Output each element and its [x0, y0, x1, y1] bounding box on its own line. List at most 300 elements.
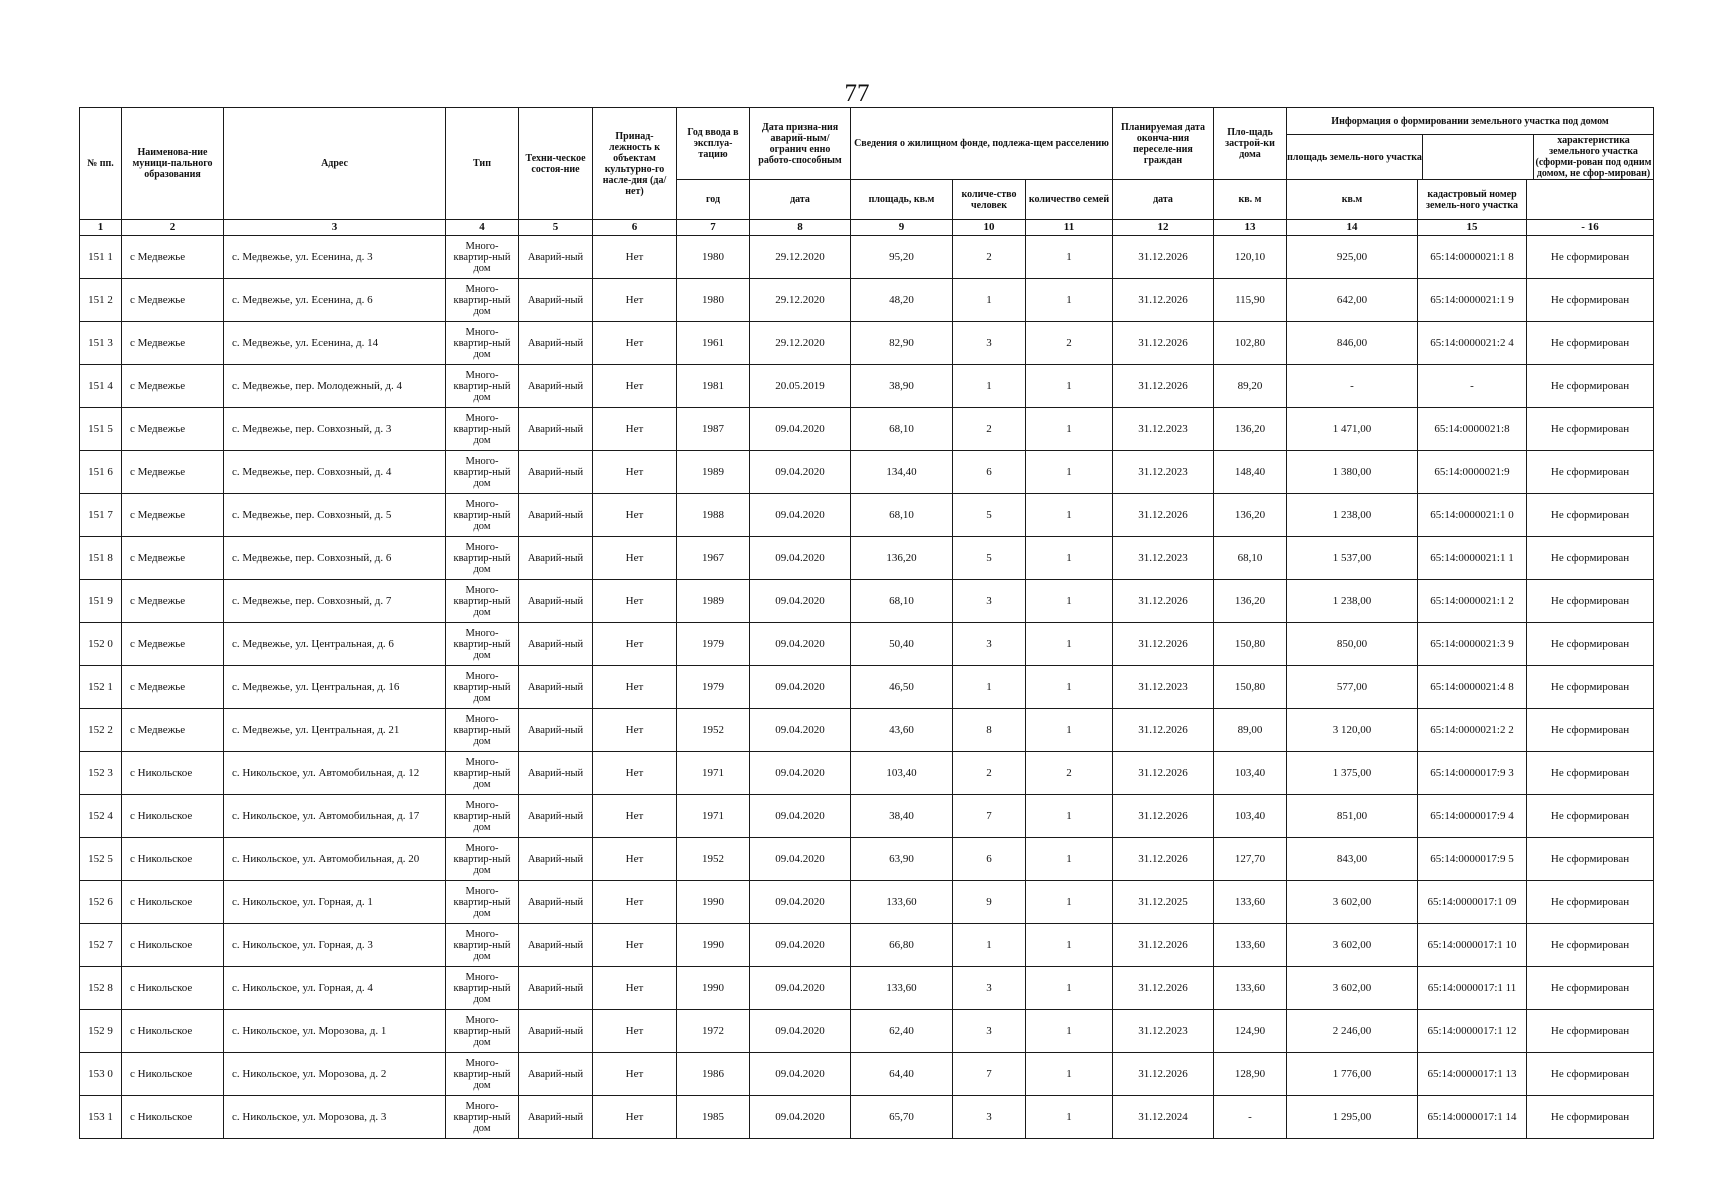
land-area-cell: 851,00	[1287, 795, 1418, 838]
people-count-cell: 3	[953, 967, 1026, 1010]
cultural-cell: Нет	[593, 623, 677, 666]
table-row	[80, 580, 1654, 623]
recognition-date-cell: 20.05.2019	[750, 365, 851, 408]
land-char-cell: Не сформирован	[1527, 322, 1654, 365]
cadastral-cell: 65:14:0000017:1 09	[1418, 881, 1527, 924]
table-row	[80, 795, 1654, 838]
families-count-cell: 1	[1026, 1010, 1113, 1053]
land-char-cell: Не сформирован	[1527, 752, 1654, 795]
type-cell: Много-квартир-ный дом	[446, 1096, 519, 1139]
resettle-date-cell: 31.12.2026	[1113, 279, 1214, 322]
header-housing-group: Сведения о жилищном фонде, подлежа-щем расселению	[851, 108, 1113, 180]
row-number: 152 6	[80, 881, 122, 924]
housing-register-table	[79, 107, 1654, 1139]
built-area-cell: 89,20	[1214, 365, 1287, 408]
land-char-cell: Не сформирован	[1527, 451, 1654, 494]
type-cell: Много-квартир-ный дом	[446, 1010, 519, 1053]
table-row	[80, 924, 1654, 967]
families-count-cell: 1	[1026, 451, 1113, 494]
resettle-date-cell: 31.12.2026	[1113, 236, 1214, 279]
row-number: 151 5	[80, 408, 122, 451]
municipality-cell: с Никольское	[122, 924, 224, 967]
header-type: Тип	[446, 108, 519, 220]
header-built-unit: кв. м	[1214, 180, 1287, 220]
resettle-date-cell: 31.12.2025	[1113, 881, 1214, 924]
year-cell: 1979	[677, 666, 750, 709]
built-area-cell: 124,90	[1214, 1010, 1287, 1053]
type-cell: Много-квартир-ный дом	[446, 623, 519, 666]
table-row	[80, 709, 1654, 752]
table-row	[80, 365, 1654, 408]
header-tech-state: Техни-ческое состоя-ние	[519, 108, 593, 220]
people-count-cell: 2	[953, 236, 1026, 279]
families-count-cell: 1	[1026, 279, 1113, 322]
built-area-cell: 136,20	[1214, 494, 1287, 537]
land-char-cell: Не сформирован	[1527, 408, 1654, 451]
land-area-cell: 642,00	[1287, 279, 1418, 322]
header-housing-people: количе-ство человек	[953, 180, 1026, 220]
recognition-date-cell: 09.04.2020	[750, 580, 851, 623]
tech-state-cell: Аварий-ный	[519, 1096, 593, 1139]
year-cell: 1980	[677, 236, 750, 279]
land-area-cell: 850,00	[1287, 623, 1418, 666]
built-area-cell: 133,60	[1214, 924, 1287, 967]
recognition-date-cell: 09.04.2020	[750, 795, 851, 838]
cultural-cell: Нет	[593, 795, 677, 838]
row-number: 153 1	[80, 1096, 122, 1139]
land-area-cell: 3 602,00	[1287, 881, 1418, 924]
people-count-cell: 2	[953, 752, 1026, 795]
table-row	[80, 1010, 1654, 1053]
housing-area-cell: 136,20	[851, 537, 953, 580]
recognition-date-cell: 09.04.2020	[750, 494, 851, 537]
land-char-cell: Не сформирован	[1527, 623, 1654, 666]
cadastral-cell: 65:14:0000017:1 11	[1418, 967, 1527, 1010]
people-count-cell: 3	[953, 322, 1026, 365]
year-cell: 1987	[677, 408, 750, 451]
people-count-cell: 7	[953, 795, 1026, 838]
page-number: 77	[844, 80, 870, 107]
built-area-cell: 128,90	[1214, 1053, 1287, 1096]
municipality-cell: с Медвежье	[122, 451, 224, 494]
tech-state-cell: Аварий-ный	[519, 580, 593, 623]
tech-state-cell: Аварий-ный	[519, 1010, 593, 1053]
header-address: Адрес	[224, 108, 446, 220]
built-area-cell: 148,40	[1214, 451, 1287, 494]
type-cell: Много-квартир-ный дом	[446, 881, 519, 924]
cadastral-cell: 65:14:0000021:2 4	[1418, 322, 1527, 365]
land-char-cell: Не сформирован	[1527, 666, 1654, 709]
table-row	[80, 494, 1654, 537]
land-area-cell: 843,00	[1287, 838, 1418, 881]
type-cell: Много-квартир-ный дом	[446, 408, 519, 451]
people-count-cell: 5	[953, 537, 1026, 580]
municipality-cell: с Никольское	[122, 1053, 224, 1096]
resettle-date-cell: 31.12.2026	[1113, 967, 1214, 1010]
housing-area-cell: 38,90	[851, 365, 953, 408]
cadastral-cell: 65:14:0000017:1 12	[1418, 1010, 1527, 1053]
header-year: год	[677, 180, 750, 220]
tech-state-cell: Аварий-ный	[519, 494, 593, 537]
header-built-group: Пло-щадь застрой-ки дома	[1214, 108, 1287, 180]
housing-area-cell: 68,10	[851, 580, 953, 623]
table-row	[80, 408, 1654, 451]
resettle-date-cell: 31.12.2026	[1113, 365, 1214, 408]
cadastral-cell: 65:14:0000017:9 4	[1418, 795, 1527, 838]
column-number: 8	[750, 220, 851, 236]
municipality-cell: с Никольское	[122, 795, 224, 838]
resettle-date-cell: 31.12.2023	[1113, 537, 1214, 580]
housing-area-cell: 46,50	[851, 666, 953, 709]
resettle-date-cell: 31.12.2023	[1113, 408, 1214, 451]
people-count-cell: 2	[953, 408, 1026, 451]
cadastral-cell: 65:14:0000017:1 10	[1418, 924, 1527, 967]
land-area-cell: 577,00	[1287, 666, 1418, 709]
land-char-cell: Не сформирован	[1527, 236, 1654, 279]
row-number: 151 9	[80, 580, 122, 623]
built-area-cell: 136,20	[1214, 408, 1287, 451]
table-row	[80, 537, 1654, 580]
year-cell: 1990	[677, 924, 750, 967]
header-num: № пп.	[80, 108, 122, 220]
header-year-group: Год ввода в эксплуа-тацию	[677, 108, 750, 180]
housing-area-cell: 62,40	[851, 1010, 953, 1053]
cultural-cell: Нет	[593, 881, 677, 924]
families-count-cell: 2	[1026, 322, 1113, 365]
land-area-cell: 1 295,00	[1287, 1096, 1418, 1139]
resettle-date-cell: 31.12.2023	[1113, 451, 1214, 494]
address-cell: с. Медвежье, ул. Есенина, д. 14	[224, 322, 446, 365]
resettle-date-cell: 31.12.2026	[1113, 838, 1214, 881]
cultural-cell: Нет	[593, 924, 677, 967]
land-char-cell: Не сформирован	[1527, 1053, 1654, 1096]
land-char-cell: Не сформирован	[1527, 924, 1654, 967]
cultural-cell: Нет	[593, 967, 677, 1010]
year-cell: 1967	[677, 537, 750, 580]
tech-state-cell: Аварий-ный	[519, 709, 593, 752]
type-cell: Много-квартир-ный дом	[446, 709, 519, 752]
land-char-cell: Не сформирован	[1527, 1096, 1654, 1139]
row-number: 151 3	[80, 322, 122, 365]
type-cell: Много-квартир-ный дом	[446, 580, 519, 623]
year-cell: 1980	[677, 279, 750, 322]
tech-state-cell: Аварий-ный	[519, 666, 593, 709]
row-number: 152 2	[80, 709, 122, 752]
families-count-cell: 1	[1026, 623, 1113, 666]
header-cadastral: кадастровый номер земель-ного участка	[1418, 180, 1527, 220]
cadastral-cell: 65:14:0000021:9	[1418, 451, 1527, 494]
land-char-cell: Не сформирован	[1527, 279, 1654, 322]
address-cell: с. Медвежье, пер. Совхозный, д. 5	[224, 494, 446, 537]
people-count-cell: 1	[953, 924, 1026, 967]
year-cell: 1985	[677, 1096, 750, 1139]
row-number: 151 2	[80, 279, 122, 322]
resettle-date-cell: 31.12.2026	[1113, 924, 1214, 967]
address-cell: с. Медвежье, ул. Есенина, д. 6	[224, 279, 446, 322]
row-number: 152 0	[80, 623, 122, 666]
recognition-date-cell: 09.04.2020	[750, 881, 851, 924]
families-count-cell: 1	[1026, 494, 1113, 537]
cadastral-cell: 65:14:0000021:1 8	[1418, 236, 1527, 279]
tech-state-cell: Аварий-ный	[519, 1053, 593, 1096]
housing-area-cell: 43,60	[851, 709, 953, 752]
row-number: 152 9	[80, 1010, 122, 1053]
cadastral-cell: 65:14:0000021:1 9	[1418, 279, 1527, 322]
municipality-cell: с Медвежье	[122, 580, 224, 623]
header-cultural: Принад-лежность к объектам культурно-го насле-дия (да/нет)	[593, 108, 677, 220]
housing-area-cell: 66,80	[851, 924, 953, 967]
land-area-cell: 1 537,00	[1287, 537, 1418, 580]
land-area-cell: 3 602,00	[1287, 924, 1418, 967]
row-number: 151 8	[80, 537, 122, 580]
resettle-date-cell: 31.12.2026	[1113, 494, 1214, 537]
recognition-date-cell: 09.04.2020	[750, 1053, 851, 1096]
cadastral-cell: 65:14:0000021:1 2	[1418, 580, 1527, 623]
year-cell: 1961	[677, 322, 750, 365]
land-group-title: Информация о формировании земельного участка под домом	[1287, 108, 1653, 135]
municipality-cell: с Медвежье	[122, 494, 224, 537]
families-count-cell: 1	[1026, 408, 1113, 451]
families-count-cell: 1	[1026, 537, 1113, 580]
cultural-cell: Нет	[593, 451, 677, 494]
cultural-cell: Нет	[593, 365, 677, 408]
type-cell: Много-квартир-ный дом	[446, 1053, 519, 1096]
cultural-cell: Нет	[593, 279, 677, 322]
year-cell: 1971	[677, 795, 750, 838]
column-number: 9	[851, 220, 953, 236]
row-number: 151 4	[80, 365, 122, 408]
column-number: 11	[1026, 220, 1113, 236]
municipality-cell: с Медвежье	[122, 666, 224, 709]
families-count-cell: 1	[1026, 795, 1113, 838]
tech-state-cell: Аварий-ный	[519, 408, 593, 451]
type-cell: Много-квартир-ный дом	[446, 752, 519, 795]
people-count-cell: 1	[953, 279, 1026, 322]
families-count-cell: 1	[1026, 924, 1113, 967]
header-land-group	[1287, 108, 1654, 180]
land-char-cell: Не сформирован	[1527, 795, 1654, 838]
land-char-cell: Не сформирован	[1527, 1010, 1654, 1053]
tech-state-cell: Аварий-ный	[519, 752, 593, 795]
address-cell: с. Никольское, ул. Горная, д. 1	[224, 881, 446, 924]
housing-area-cell: 68,10	[851, 494, 953, 537]
land-area-cell: 1 238,00	[1287, 494, 1418, 537]
cadastral-cell: 65:14:0000021:4 8	[1418, 666, 1527, 709]
address-cell: с. Никольское, ул. Автомобильная, д. 17	[224, 795, 446, 838]
families-count-cell: 1	[1026, 709, 1113, 752]
column-number: 7	[677, 220, 750, 236]
column-number: 6	[593, 220, 677, 236]
recognition-date-cell: 09.04.2020	[750, 537, 851, 580]
table-row	[80, 1096, 1654, 1139]
table-row	[80, 881, 1654, 924]
resettle-date-cell: 31.12.2026	[1113, 580, 1214, 623]
land-area-cell: -	[1287, 365, 1418, 408]
address-cell: с. Никольское, ул. Автомобильная, д. 12	[224, 752, 446, 795]
families-count-cell: 1	[1026, 1096, 1113, 1139]
families-count-cell: 1	[1026, 580, 1113, 623]
header-resettle-group: Планируемая дата оконча-ния переселе-ния граждан	[1113, 108, 1214, 180]
people-count-cell: 1	[953, 365, 1026, 408]
address-cell: с. Медвежье, пер. Совхозный, д. 3	[224, 408, 446, 451]
built-area-cell: 68,10	[1214, 537, 1287, 580]
families-count-cell: 1	[1026, 1053, 1113, 1096]
recognition-date-cell: 29.12.2020	[750, 279, 851, 322]
built-area-cell: 150,80	[1214, 666, 1287, 709]
table-row	[80, 838, 1654, 881]
year-cell: 1979	[677, 623, 750, 666]
built-area-cell: 89,00	[1214, 709, 1287, 752]
address-cell: с. Медвежье, пер. Совхозный, д. 6	[224, 537, 446, 580]
people-count-cell: 3	[953, 1096, 1026, 1139]
tech-state-cell: Аварий-ный	[519, 623, 593, 666]
people-count-cell: 1	[953, 666, 1026, 709]
address-cell: с. Медвежье, пер. Совхозный, д. 7	[224, 580, 446, 623]
header-land-char-continued	[1527, 180, 1654, 220]
housing-area-cell: 134,40	[851, 451, 953, 494]
resettle-date-cell: 31.12.2026	[1113, 709, 1214, 752]
year-cell: 1989	[677, 580, 750, 623]
year-cell: 1990	[677, 881, 750, 924]
housing-area-cell: 65,70	[851, 1096, 953, 1139]
cultural-cell: Нет	[593, 1010, 677, 1053]
municipality-cell: с Медвежье	[122, 279, 224, 322]
resettle-date-cell: 31.12.2026	[1113, 752, 1214, 795]
column-number: 3	[224, 220, 446, 236]
cultural-cell: Нет	[593, 408, 677, 451]
table-row	[80, 322, 1654, 365]
built-area-cell: 103,40	[1214, 795, 1287, 838]
resettle-date-cell: 31.12.2026	[1113, 1053, 1214, 1096]
tech-state-cell: Аварий-ный	[519, 279, 593, 322]
header-housing-families: количество семей	[1026, 180, 1113, 220]
people-count-cell: 3	[953, 1010, 1026, 1053]
column-number: 10	[953, 220, 1026, 236]
tech-state-cell: Аварий-ный	[519, 322, 593, 365]
table-row	[80, 451, 1654, 494]
year-cell: 1952	[677, 709, 750, 752]
built-area-cell: 103,40	[1214, 752, 1287, 795]
people-count-cell: 3	[953, 580, 1026, 623]
type-cell: Много-квартир-ный дом	[446, 537, 519, 580]
built-area-cell: 150,80	[1214, 623, 1287, 666]
municipality-cell: с Медвежье	[122, 236, 224, 279]
column-number-row	[80, 220, 1654, 236]
cadastral-cell: 65:14:0000017:1 13	[1418, 1053, 1527, 1096]
table-body	[80, 236, 1654, 1139]
land-area-cell: 846,00	[1287, 322, 1418, 365]
resettle-date-cell: 31.12.2026	[1113, 322, 1214, 365]
tech-state-cell: Аварий-ный	[519, 236, 593, 279]
year-cell: 1971	[677, 752, 750, 795]
land-char-cell: Не сформирован	[1527, 537, 1654, 580]
recognition-date-cell: 09.04.2020	[750, 838, 851, 881]
municipality-cell: с Никольское	[122, 881, 224, 924]
cultural-cell: Нет	[593, 494, 677, 537]
people-count-cell: 9	[953, 881, 1026, 924]
built-area-cell: 120,10	[1214, 236, 1287, 279]
column-number: 5	[519, 220, 593, 236]
cultural-cell: Нет	[593, 838, 677, 881]
tech-state-cell: Аварий-ный	[519, 451, 593, 494]
year-cell: 1986	[677, 1053, 750, 1096]
year-cell: 1988	[677, 494, 750, 537]
housing-area-cell: 64,40	[851, 1053, 953, 1096]
address-cell: с. Медвежье, пер. Совхозный, д. 4	[224, 451, 446, 494]
families-count-cell: 1	[1026, 365, 1113, 408]
families-count-cell: 1	[1026, 967, 1113, 1010]
recognition-date-cell: 09.04.2020	[750, 451, 851, 494]
tech-state-cell: Аварий-ный	[519, 967, 593, 1010]
families-count-cell: 1	[1026, 666, 1113, 709]
row-number: 151 6	[80, 451, 122, 494]
column-number: 14	[1287, 220, 1418, 236]
row-number: 151 7	[80, 494, 122, 537]
type-cell: Много-квартир-ный дом	[446, 838, 519, 881]
housing-area-cell: 133,60	[851, 881, 953, 924]
year-cell: 1972	[677, 1010, 750, 1053]
land-area-cell: 2 246,00	[1287, 1010, 1418, 1053]
type-cell: Много-квартир-ный дом	[446, 365, 519, 408]
land-area-cell: 1 375,00	[1287, 752, 1418, 795]
cultural-cell: Нет	[593, 580, 677, 623]
table-row	[80, 1053, 1654, 1096]
header-housing-area: площадь, кв.м	[851, 180, 953, 220]
land-char-cell: Не сформирован	[1527, 881, 1654, 924]
municipality-cell: с Никольское	[122, 838, 224, 881]
header-land-char: характеристика земельного участка (сформи-рован под одним домом, не сфор-мирован)	[1535, 135, 1652, 179]
housing-area-cell: 50,40	[851, 623, 953, 666]
cadastral-cell: 65:14:0000017:9 5	[1418, 838, 1527, 881]
built-area-cell: 102,80	[1214, 322, 1287, 365]
address-cell: с. Медвежье, ул. Центральная, д. 6	[224, 623, 446, 666]
tech-state-cell: Аварий-ный	[519, 881, 593, 924]
housing-area-cell: 133,60	[851, 967, 953, 1010]
land-area-cell: 925,00	[1287, 236, 1418, 279]
built-area-cell: 127,70	[1214, 838, 1287, 881]
column-number: 2	[122, 220, 224, 236]
municipality-cell: с Никольское	[122, 752, 224, 795]
address-cell: с. Никольское, ул. Горная, д. 3	[224, 924, 446, 967]
row-number: 152 1	[80, 666, 122, 709]
cadastral-cell: 65:14:0000021:2 2	[1418, 709, 1527, 752]
row-number: 151 1	[80, 236, 122, 279]
people-count-cell: 7	[953, 1053, 1026, 1096]
cultural-cell: Нет	[593, 236, 677, 279]
address-cell: с. Никольское, ул. Морозова, д. 2	[224, 1053, 446, 1096]
tech-state-cell: Аварий-ный	[519, 924, 593, 967]
tech-state-cell: Аварий-ный	[519, 795, 593, 838]
land-char-cell: Не сформирован	[1527, 494, 1654, 537]
table-row	[80, 967, 1654, 1010]
type-cell: Много-квартир-ный дом	[446, 279, 519, 322]
tech-state-cell: Аварий-ный	[519, 838, 593, 881]
land-area-cell: 3 120,00	[1287, 709, 1418, 752]
recognition-date-cell: 29.12.2020	[750, 236, 851, 279]
recognition-date-cell: 09.04.2020	[750, 408, 851, 451]
land-area-cell: 1 471,00	[1287, 408, 1418, 451]
people-count-cell: 6	[953, 838, 1026, 881]
housing-area-cell: 95,20	[851, 236, 953, 279]
type-cell: Много-квартир-ный дом	[446, 494, 519, 537]
cadastral-cell: 65:14:0000017:1 14	[1418, 1096, 1527, 1139]
header-recognition-date: дата	[750, 180, 851, 220]
type-cell: Много-квартир-ный дом	[446, 322, 519, 365]
resettle-date-cell: 31.12.2024	[1113, 1096, 1214, 1139]
type-cell: Много-квартир-ный дом	[446, 666, 519, 709]
cadastral-cell: 65:14:0000021:8	[1418, 408, 1527, 451]
recognition-date-cell: 09.04.2020	[750, 1010, 851, 1053]
